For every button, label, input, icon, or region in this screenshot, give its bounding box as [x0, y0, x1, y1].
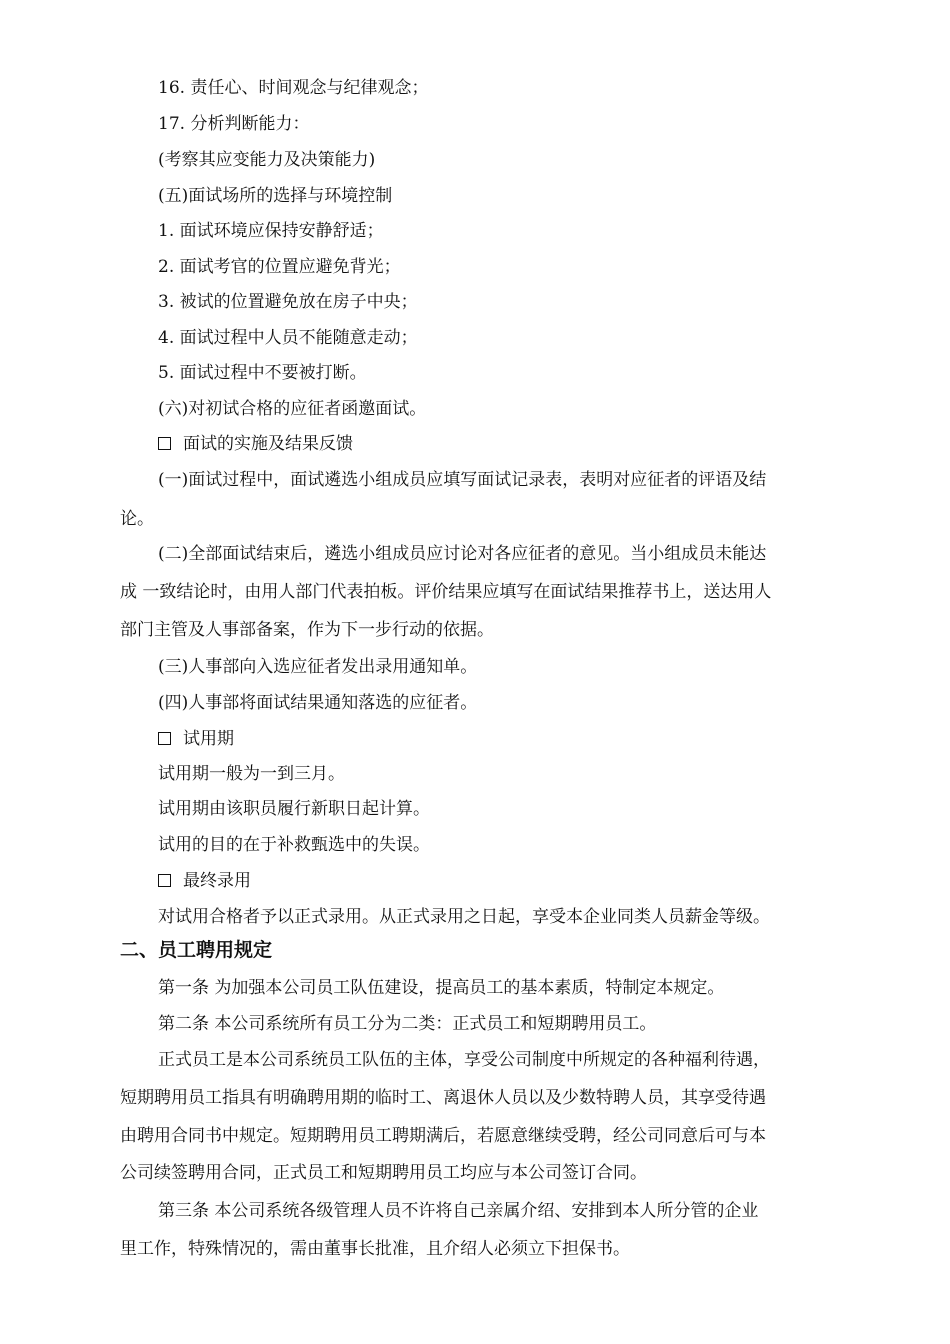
feedback-para-1-cont: 论。	[120, 509, 154, 529]
checkbox-heading-feedback	[0, 432, 950, 456]
checkbox-heading-final	[0, 869, 950, 893]
feedback-para-2: (二)全部面试结束后，遴选小组成员应讨论对各应征者的意见。当小组成员未能达	[158, 544, 767, 564]
env-item-5: 5. 面试过程中不要被打断。	[158, 363, 367, 383]
env-item-2: 2. 面试考官的位置应避免背光；	[158, 257, 401, 277]
checkbox-heading-label: 面试的实施及结果反馈	[183, 434, 353, 454]
item-17: 17. 分析判断能力：	[158, 114, 310, 134]
item-17-note: (考察其应变能力及决策能力)	[158, 150, 376, 170]
article-2-para-cont-2: 由聘用合同书中规定。短期聘用员工聘期满后，若愿意继续受聘，经公司同意后可与本	[120, 1126, 766, 1146]
article-2: 第二条 本公司系统所有员工分为二类：正式员工和短期聘用员工。	[158, 1014, 657, 1034]
section-5-title: (五)面试场所的选择与环境控制	[158, 186, 393, 206]
checkbox-heading-label: 最终录用	[183, 871, 251, 891]
article-1: 第一条 为加强本公司员工队伍建设，提高员工的基本素质，特制定本规定。	[158, 978, 725, 998]
env-item-3: 3. 被试的位置避免放在房子中央；	[158, 292, 418, 312]
checkbox-heading-probation	[0, 727, 950, 751]
final-hiring-text: 对试用合格者予以正式录用。从正式录用之日起，享受本企业同类人员薪金等级。	[158, 907, 770, 927]
feedback-para-2-end: 部门主管及人事部备案，作为下一步行动的依据。	[120, 620, 494, 640]
article-2-para: 正式员工是本公司系统员工队伍的主体，享受公司制度中所规定的各种福利待遇，	[158, 1050, 770, 1070]
item-16: 16. 责任心、时间观念与纪律观念；	[158, 78, 429, 98]
feedback-para-3: (三)人事部向入选应征者发出录用通知单。	[158, 657, 478, 677]
feedback-para-1: (一)面试过程中，面试遴选小组成员应填写面试记录表，表明对应征者的评语及结	[158, 470, 767, 490]
checkbox-square-icon	[158, 437, 171, 450]
probation-line-2: 试用期由该职员履行新职日起计算。	[158, 799, 430, 819]
checkbox-square-icon	[158, 732, 171, 745]
probation-line-1: 试用期一般为一到三月。	[158, 764, 345, 784]
env-item-1: 1. 面试环境应保持安静舒适；	[158, 221, 384, 241]
checkbox-heading-label: 试用期	[183, 729, 234, 749]
feedback-para-2-cont: 成 一致结论时，由用人部门代表拍板。评价结果应填写在面试结果推荐书上，送达用人	[120, 582, 772, 602]
probation-line-3: 试用的目的在于补救甄选中的失误。	[158, 835, 430, 855]
article-2-para-cont-1: 短期聘用员工指具有明确聘用期的临时工、离退休人员以及少数特聘人员，其享受待遇	[120, 1088, 766, 1108]
env-item-4: 4. 面试过程中人员不能随意走动；	[158, 328, 418, 348]
section-6-title: (六)对初试合格的应征者函邀面试。	[158, 399, 427, 419]
article-3: 第三条 本公司系统各级管理人员不许将自己亲属介绍、安排到本人所分管的企业	[158, 1201, 759, 1221]
article-2-para-cont-3: 公司续签聘用合同，正式员工和短期聘用员工均应与本公司签订合同。	[120, 1163, 647, 1183]
article-3-cont: 里工作，特殊情况的，需由董事长批准，且介绍人必须立下担保书。	[120, 1239, 630, 1259]
feedback-para-4: (四)人事部将面试结果通知落选的应征者。	[158, 693, 478, 713]
section-heading-2: 二、员工聘用规定	[120, 939, 273, 961]
checkbox-square-icon	[158, 874, 171, 887]
